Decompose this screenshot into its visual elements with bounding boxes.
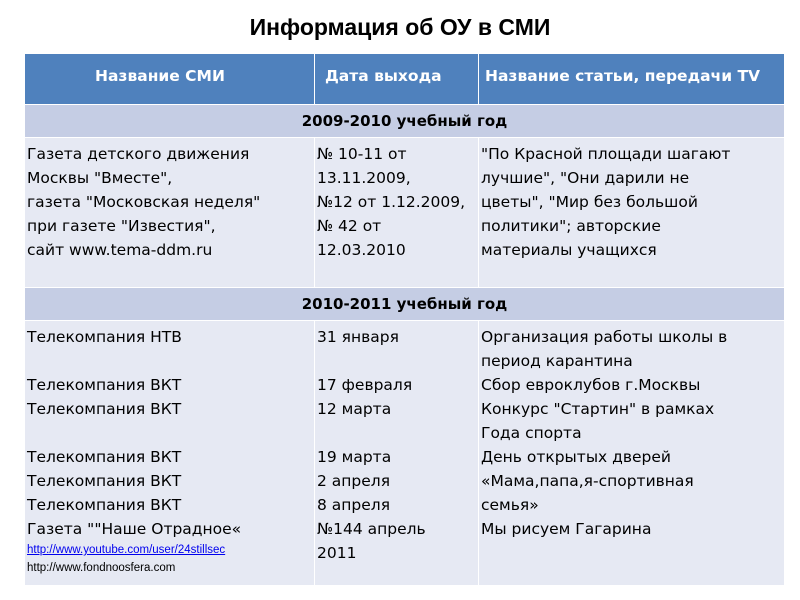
cell-line: Года спорта — [481, 424, 582, 442]
cell-line: период карантина — [481, 352, 633, 370]
cell-line: сайт www.tema-ddm.ru — [27, 241, 213, 259]
page-title: Информация об ОУ в СМИ — [249, 14, 551, 40]
blank-line — [317, 349, 476, 373]
cell-line: политики"; авторские — [481, 217, 661, 235]
cell-line: газета "Московская неделя" — [27, 193, 261, 211]
cell-line: 12.03.2010 — [317, 241, 406, 259]
year-label: 2009-2010 учебный год — [25, 105, 785, 138]
header-date: Дата выхода — [315, 54, 479, 105]
cell-line: «Мама,папа,я-спортивная — [481, 472, 694, 490]
cell-line: 2 апреля — [317, 472, 391, 490]
date-cell — [315, 321, 479, 586]
article-cell — [479, 321, 785, 586]
youtube-link[interactable]: http://www.youtube.com/user/24stillsec — [27, 544, 226, 556]
cell-line: Конкурс "Стартин" в рамках — [481, 400, 715, 418]
cell-line: № 10-11 от — [317, 145, 407, 163]
cell-line: Москвы "Вместе", — [27, 169, 173, 187]
cell-line: №144 апрель — [317, 520, 426, 538]
date-cell — [315, 138, 479, 288]
cell-line: Газета детского движения — [27, 145, 250, 163]
cell-line: № 42 от — [317, 217, 382, 235]
cell-line: семья» — [481, 496, 539, 514]
cell-line: День открытых дверей — [481, 448, 671, 466]
cell-line: Телекомпания ВКТ — [27, 472, 182, 490]
cell-line: №12 от 1.12.2009, — [317, 193, 466, 211]
media-cell — [25, 138, 315, 288]
cell-line: 13.11.2009, — [317, 169, 411, 187]
cell-line: 31 января — [317, 328, 399, 346]
table-row — [25, 138, 785, 288]
cell-line: Организация работы школы в — [481, 328, 728, 346]
cell-line: Телекомпания ВКТ — [27, 448, 182, 466]
cell-line: материалы учащихся — [481, 241, 657, 259]
cell-line: Газета ""Наше Отрадное« — [27, 520, 242, 538]
cell-line: 2011 — [317, 544, 357, 562]
cell-line: лучшие", "Они дарили не — [481, 169, 690, 187]
cell-line: 8 апреля — [317, 496, 391, 514]
cell-line: "По Красной площади шагают — [481, 145, 731, 163]
article-cell — [479, 138, 785, 288]
cell-line: Сбор евроклубов г.Москвы — [481, 376, 701, 394]
cell-line: Мы рисуем Гагарина — [481, 520, 652, 538]
cell-line: Телекомпания ВКТ — [27, 400, 182, 418]
table-header-row — [25, 54, 785, 105]
cell-line: при газете "Известия", — [27, 217, 216, 235]
fondnoosfera-url: http://www.fondnoosfera.com — [27, 562, 176, 574]
cell-line: Телекомпания ВКТ — [27, 376, 182, 394]
cell-line: 12 марта — [317, 400, 392, 418]
blank-line — [317, 421, 476, 445]
cell-line: 19 марта — [317, 448, 392, 466]
year-label: 2010-2011 учебный год — [25, 288, 785, 321]
cell-line: Телекомпания НТВ — [27, 328, 182, 346]
header-media: Название СМИ — [25, 54, 315, 105]
media-table — [24, 53, 785, 586]
blank-line — [27, 421, 312, 445]
year-row-2010 — [25, 288, 785, 321]
media-cell — [25, 321, 315, 586]
year-row-2009 — [25, 105, 785, 138]
header-article: Название статьи, передачи TV — [479, 54, 785, 105]
cell-line: 17 февраля — [317, 376, 413, 394]
blank-line — [27, 349, 312, 373]
table-row — [25, 321, 785, 586]
cell-line: цветы", "Мир без большой — [481, 193, 698, 211]
cell-line: Телекомпания ВКТ — [27, 496, 182, 514]
